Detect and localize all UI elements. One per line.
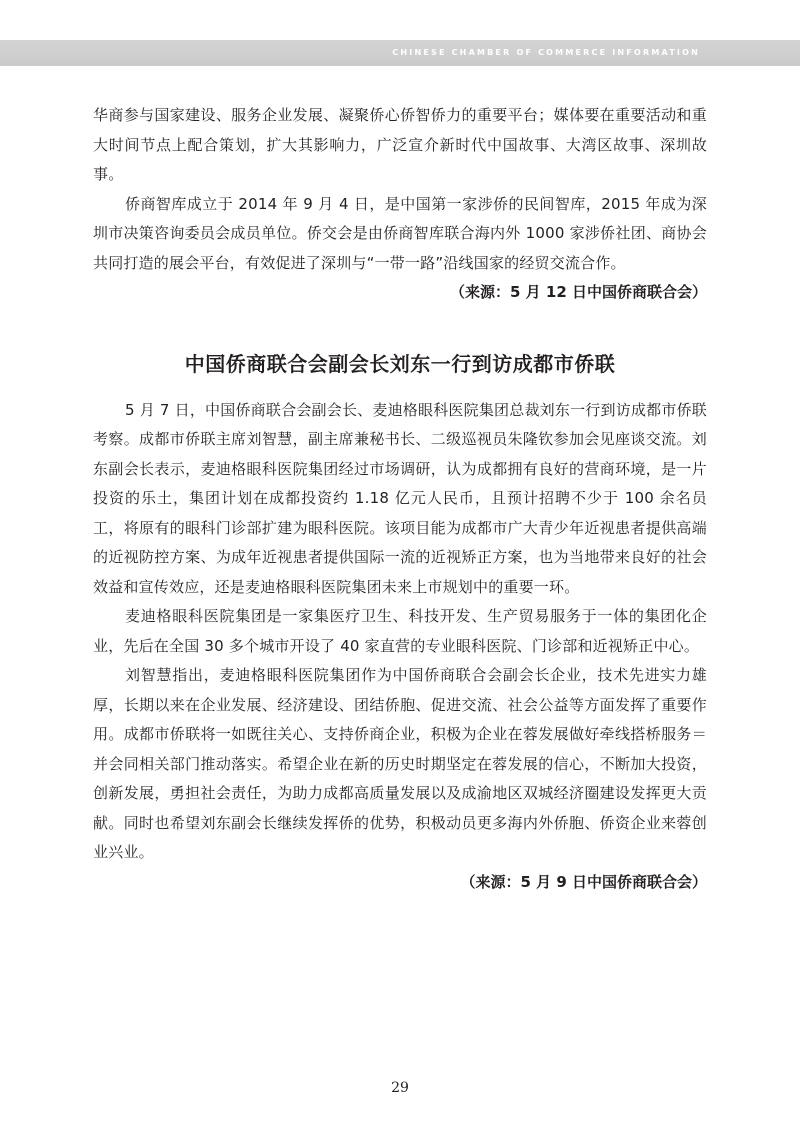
- page-number: 29: [391, 1080, 409, 1096]
- header-band: [0, 40, 800, 66]
- article2-source: （来源：5 月 9 日中国侨商联合会）: [460, 872, 707, 891]
- article2-paragraph-3: 刘智慧指出，麦迪格眼科医院集团作为中国侨商联合会副会长企业，技术先进实力雄厚，长期以来在企业发展、经济建设、团结侨胞、促进交流、社会公益等方面发挥了重要作用。成都市侨联将一如既往关心、支持侨商企业，积极为企业在蓉发展做好牵线搭桥服务＝并会同相关部门推动落实。希望企业在新的历史时期坚定在蓉发展的信心，不断加大投资，创新发展，勇担社会责任，为助力成都高质量发展以及成渝地区双城经济圈建设发挥更大贡献。同时也希望刘东副会长继续发挥侨的优势，积极动员更多海内外侨胞、侨资企业来蓉创业兴业。: [93, 666, 707, 861]
- page-content: [93, 101, 707, 897]
- running-title: CHINESE CHAMBER OF COMMERCE INFORMATION: [392, 48, 700, 57]
- article1-source: （来源：5 月 12 日中国侨商联合会）: [450, 283, 707, 301]
- article1-paragraph-continued: 华商参与国家建设、服务企业发展、凝聚侨心侨智侨力的重要平台；媒体要在重要活动和重大时间节点上配合策划，扩大其影响力，广泛宣介新时代中国故事、大湾区故事、深圳故事。: [93, 106, 707, 183]
- article1-paragraph-2: 侨商智库成立于 2014 年 9 月 4 日，是中国第一家涉侨的民间智库，2015 年成为深圳市决策咨询委员会成员单位。侨交会是由侨商智库联合海内外 1000 家涉侨社团、商协会共同打造的展会平台，有效促进了深圳与“一带一路”沿线国家的经贸交流合作。: [93, 194, 707, 272]
- article2-title: 中国侨商联合会副会长刘东一行到访成都市侨联: [184, 351, 616, 376]
- article2-paragraph-1: 5 月 7 日，中国侨商联合会副会长、麦迪格眼科医院集团总裁刘东一行到访成都市侨联考察。成都市侨联主席刘智慧，副主席兼秘书长、二级巡视员朱隆钦参加会见座谈交流。刘东副会长表示，麦迪格眼科医院集团经过市场调研，认为成都拥有良好的营商环境，是一片投资的乐土，集团计划在成都投资约 1.18 亿元人民币，且预计招聘不少于 100 余名员工，将原有的眼科门诊部扩建为眼科医院。该项目能为成都市广大青少年近视患者提供高端的近视防控方案、为成年近视患者提供国际一流的近视矫正方案，也为当地带来良好的社会效益和宣传效应，还是麦迪格眼科医院集团未来上市规划中的重要一环。: [93, 400, 707, 596]
- article2-paragraph-2: 麦迪格眼科医院集团是一家集医疗卫生、科技开发、生产贸易服务于一体的集团化企业，先后在全国 30 多个城市开设了 40 家直营的专业眼科医院、门诊部和近视矫正中心。: [93, 607, 707, 655]
